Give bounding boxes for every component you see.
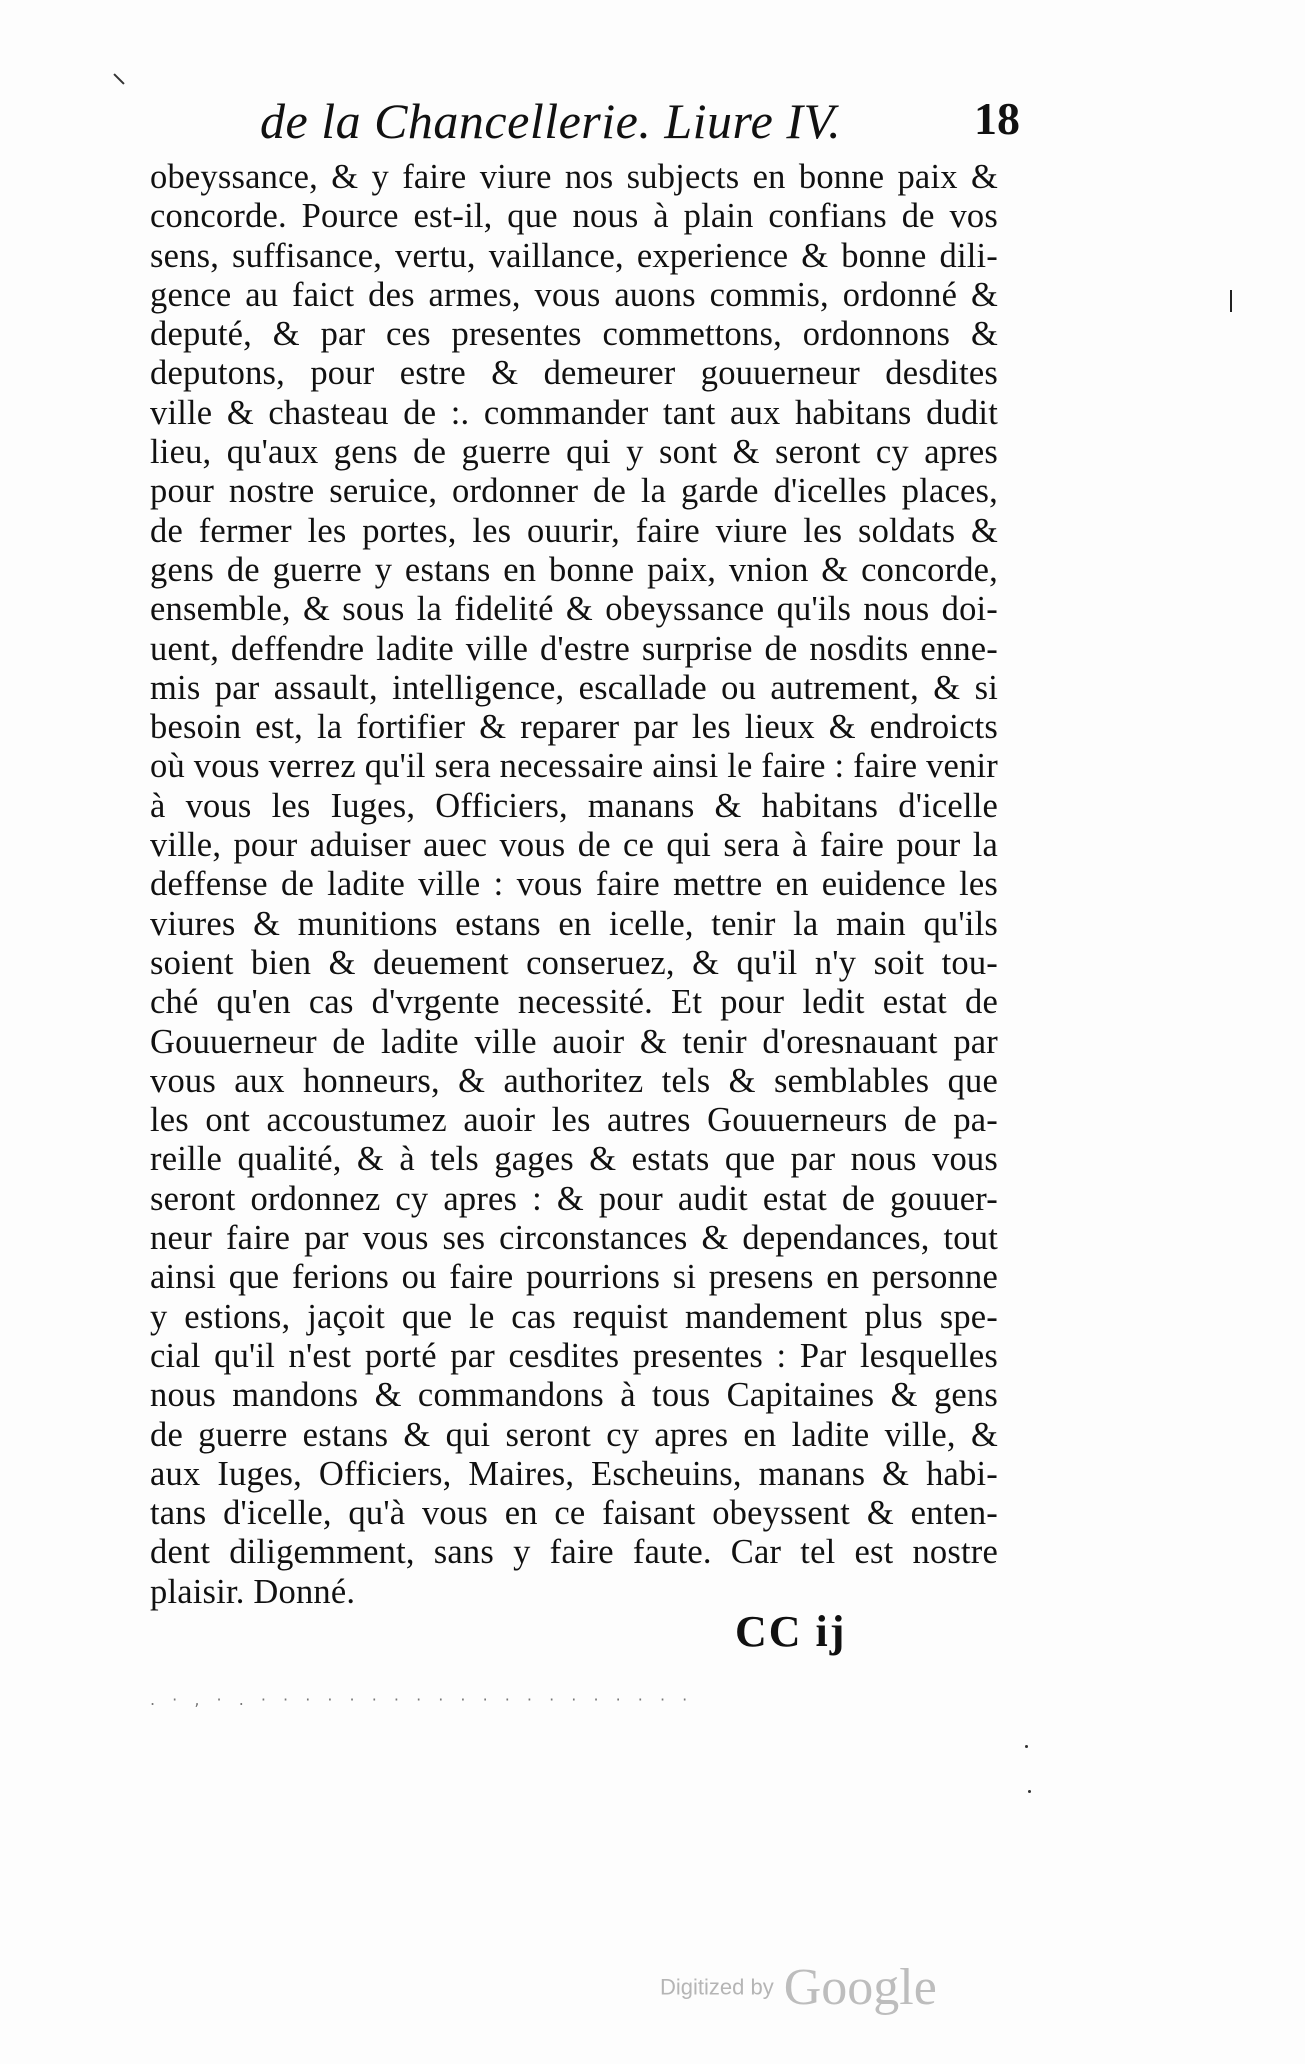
text-line: soient bien & deuement conseruez, & qu'il n'y soit tou- [150, 943, 998, 982]
text-line: de fermer les portes, les ouurir, faire viure les soldats & [150, 511, 998, 550]
text-line: gens de guerre y estans en bonne paix, vnion & concorde, [150, 550, 998, 589]
margin-tick [1230, 290, 1232, 312]
faint-marks: . · , · . · · · · · · · · · · · · · · · · · · · · [150, 1690, 694, 1709]
text-line: ainsi que ferions ou faire pourrions si presens en personne [150, 1258, 998, 1297]
text-line: pour nostre seruice, ordonner de la garde d'icelles places, [150, 472, 998, 511]
text-line: deputons, pour estre & demeurer gouuerneur desdites [150, 354, 998, 393]
running-head: de la Chancellerie. Liure IV. [260, 93, 842, 149]
text-line: obeyssance, & y faire viure nos subjects en bonne paix & [150, 158, 998, 196]
signature-mark: CC ij [735, 1607, 847, 1656]
text-line: gence au faict des armes, vous auons commis, ordonné & [150, 275, 998, 314]
text-line: Gouuerneur de ladite ville auoir & tenir d'oresnauant par [150, 1022, 998, 1061]
text-line: deputé, & par ces presentes commettons, ordonnons & [150, 315, 998, 354]
text-line: ché qu'en cas d'vrgente necessité. Et pour ledit estat de [150, 983, 998, 1022]
text-line: à vous les Iuges, Officiers, manans & habitans d'icelle [150, 786, 998, 825]
text-line: plaisir. Donné. [150, 1572, 356, 1611]
text-line: où vous verrez qu'il sera necessaire ainsi le faire : faire venir [150, 747, 998, 786]
text-line: les ont accoustumez auoir les autres Gouuerneurs de pa- [150, 1101, 998, 1140]
text-line: ville & chasteau de :. commander tant aux habitans dudit [150, 393, 998, 432]
text-line: reille qualité, & à tels gages & estats que par nous vous [150, 1140, 998, 1179]
watermark-prefix: Digitized by [660, 1974, 774, 2000]
ink-speck [1028, 1790, 1031, 1793]
text-line: viures & munitions estans en icelle, tenir la main qu'ils [150, 904, 998, 943]
text-line: tans d'icelle, qu'à vous en ce faisant obeyssent & enten- [150, 1494, 998, 1533]
text-line: mis par assault, intelligence, escallade ou autrement, & si [150, 668, 998, 707]
text-line: dent diligemment, sans y faire faute. Car tel est nostre [150, 1533, 998, 1572]
text-line: neur faire par vous ses circonstances & dependances, tout [150, 1219, 998, 1258]
text-line: besoin est, la fortifier & reparer par les lieux & endroicts [150, 708, 998, 747]
ink-speck [1025, 1745, 1028, 1748]
text-line: ville, pour aduiser auec vous de ce qui sera à faire pour la [150, 826, 998, 865]
text-line: vous aux honneurs, & authoritez tels & semblables que [150, 1061, 998, 1100]
text-line: cial qu'il n'est porté par cesdites presentes : Par lesquelles [150, 1336, 998, 1375]
text-line: sens, suffisance, vertu, vaillance, experience & bonne dili- [150, 236, 998, 275]
page-number: 18 [974, 93, 1020, 144]
google-logo: Google [783, 1959, 937, 2016]
text-line: lieu, qu'aux gens de guerre qui y sont & seront cy apres [150, 433, 998, 472]
text-line: y estions, jaçoit que le cas requist mandement plus spe- [150, 1297, 998, 1336]
text-line: de guerre estans & qui seront cy apres en ladite ville, & [150, 1415, 998, 1454]
corner-stroke [113, 73, 124, 84]
digitized-watermark [660, 1958, 937, 2016]
page-header [260, 92, 1020, 152]
body-text [150, 158, 998, 1612]
text-line: nous mandons & commandons à tous Capitaines & gens [150, 1376, 998, 1415]
text-line: uent, deffendre ladite ville d'estre surprise de nosdits enne- [150, 629, 998, 668]
text-line: seront ordonnez cy apres : & pour audit estat de gouuer- [150, 1179, 998, 1218]
text-line: ensemble, & sous la fidelité & obeyssance qu'ils nous doi- [150, 590, 998, 629]
text-line: deffense de ladite ville : vous faire mettre en euidence les [150, 865, 998, 904]
text-line: aux Iuges, Officiers, Maires, Escheuins, manans & habi- [150, 1454, 998, 1493]
text-line: concorde. Pource est-il, que nous à plain confians de vos [150, 197, 998, 236]
